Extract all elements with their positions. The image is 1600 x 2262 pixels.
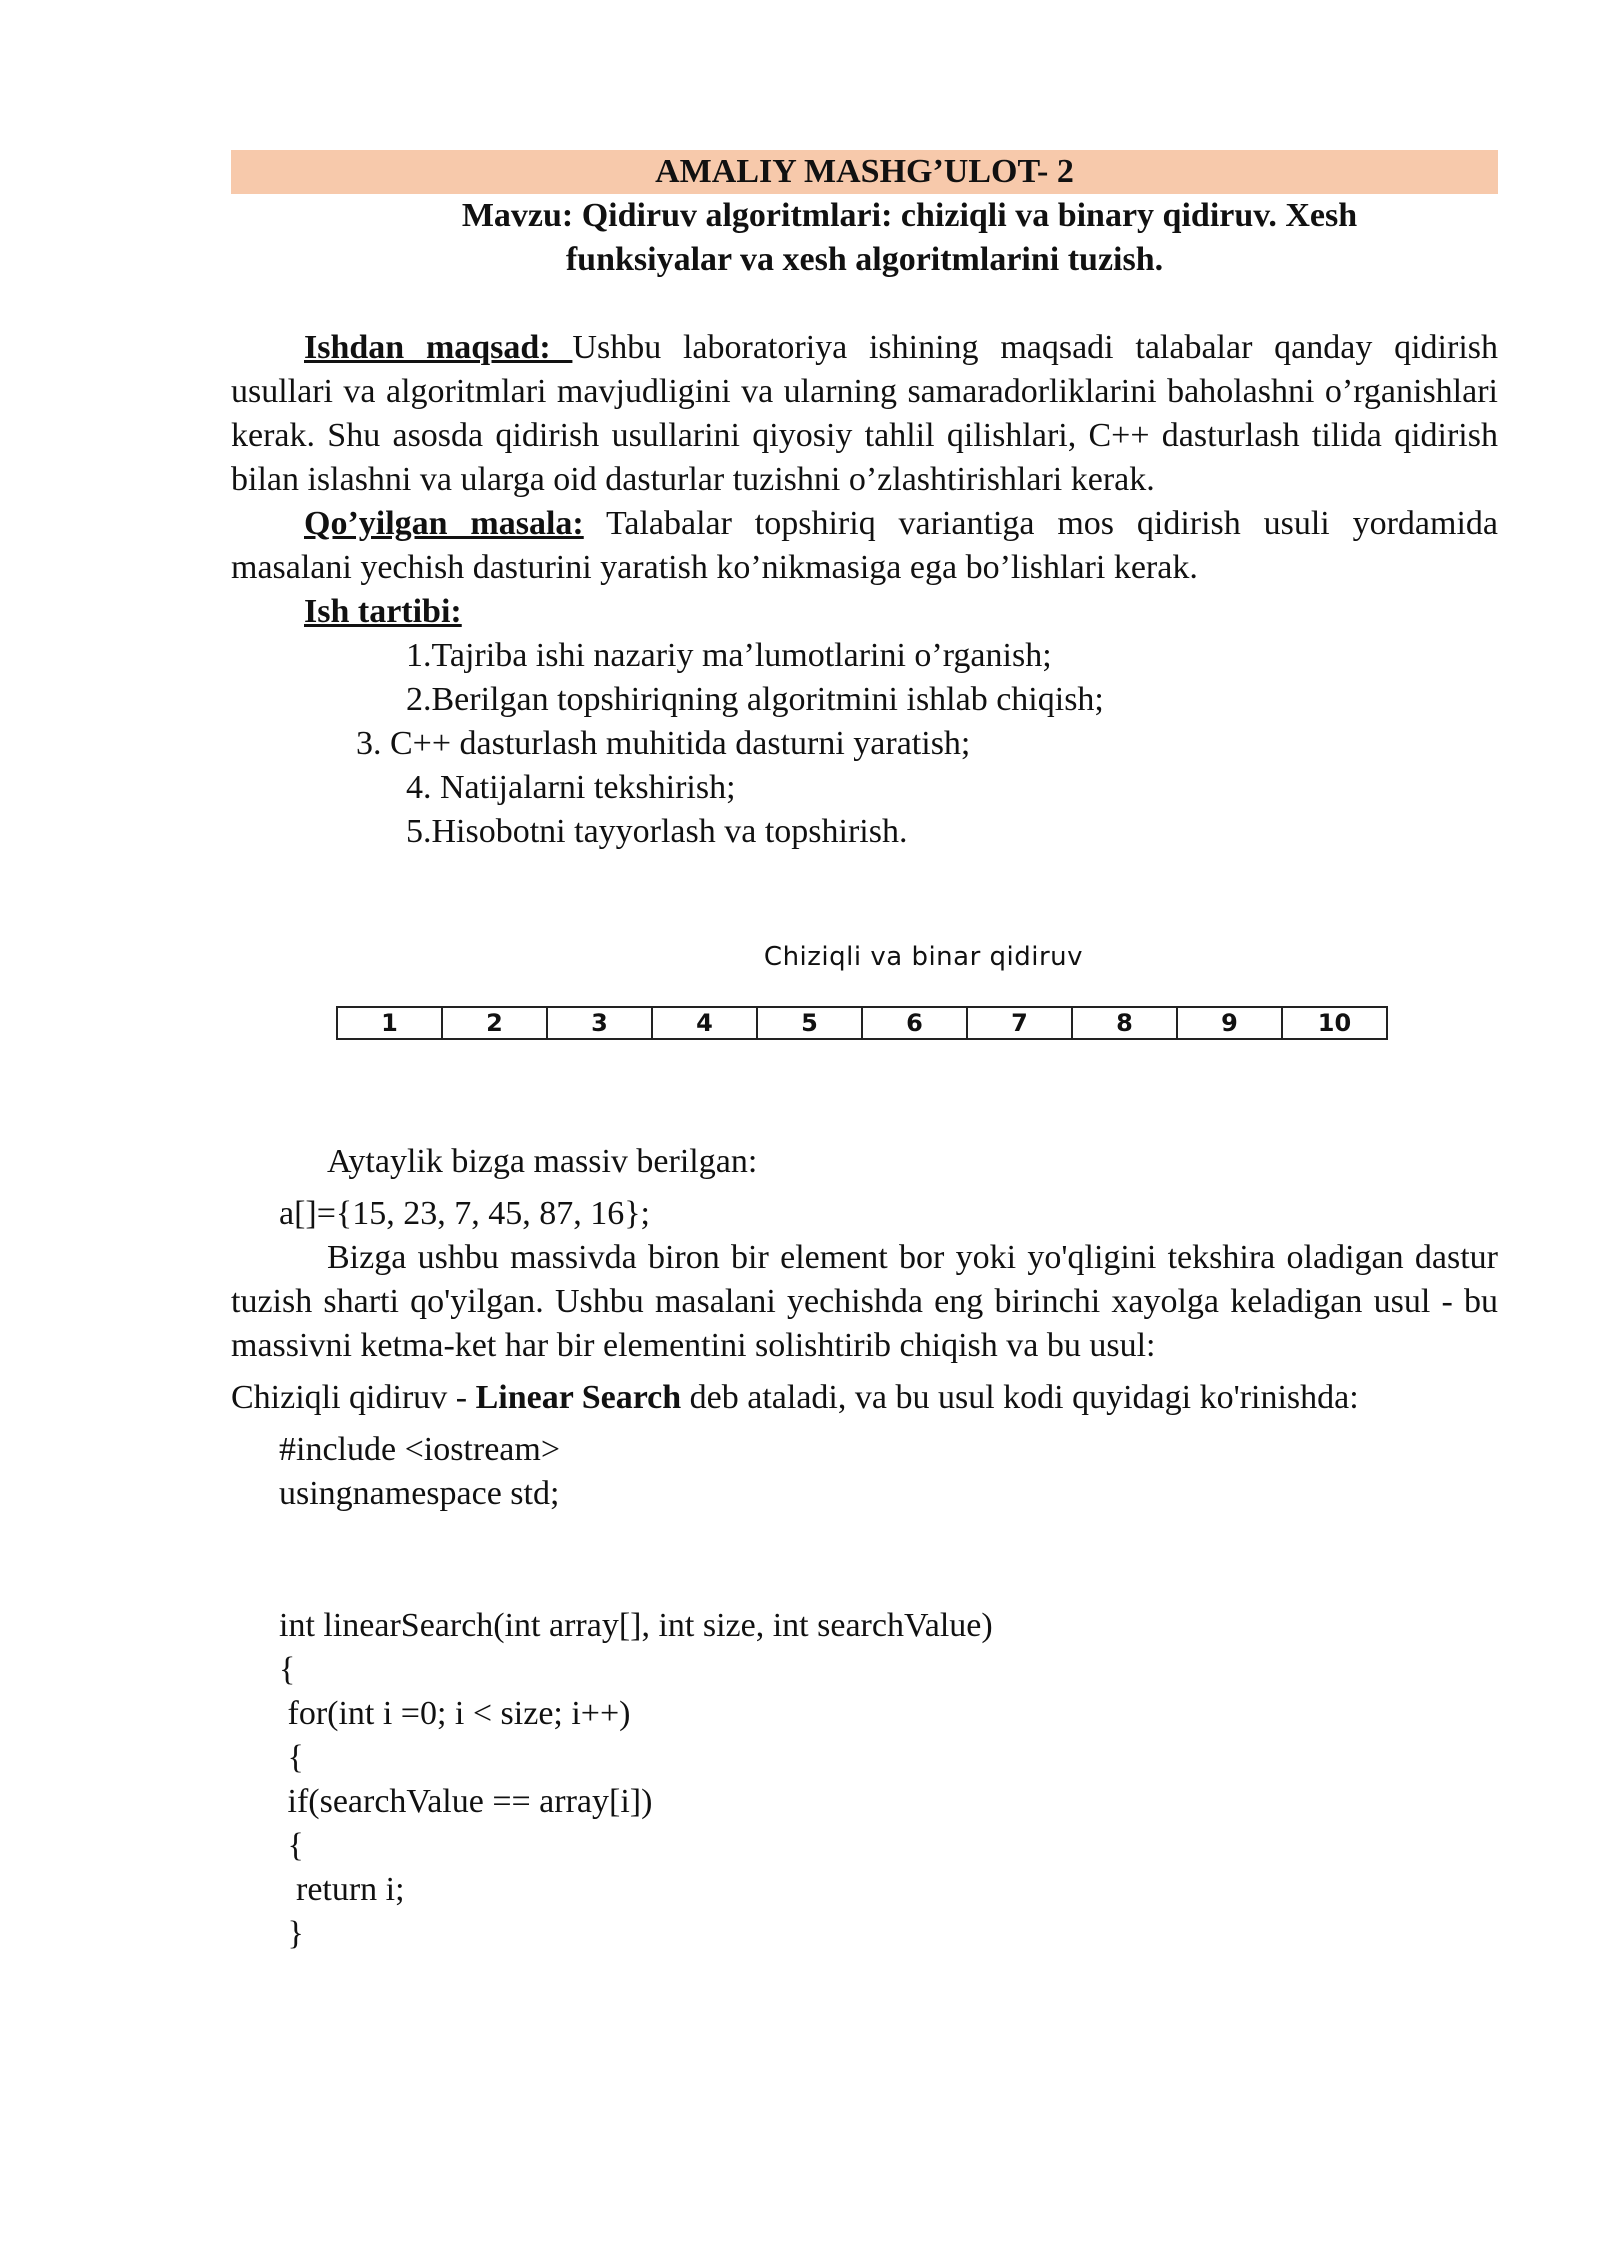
topic-line-2: funksiyalar va xesh algoritmlarini tuzish. <box>565 241 1164 278</box>
code-line: { <box>279 1827 304 1864</box>
array-cell: 7 <box>968 1008 1073 1038</box>
array-cell: 1 <box>338 1008 443 1038</box>
code-line: int linearSearch(int array[], int size, int searchValue) <box>279 1607 993 1644</box>
code-line: } <box>279 1915 304 1952</box>
array-cell: 2 <box>443 1008 548 1038</box>
list-item: 5.Hisobotni tayyorlash va topshirish. <box>406 813 908 850</box>
array-cell: 9 <box>1178 1008 1283 1038</box>
code-line: { <box>279 1651 296 1688</box>
figure-title: Chiziqli va binar qidiruv <box>763 942 1084 972</box>
procedure-heading-row <box>231 590 1498 634</box>
list-item: 1.Tajriba ishi nazariy ma’lumotlarini o’rganish; <box>406 637 1052 674</box>
code-line: for(int i =0; i < size; i++) <box>279 1695 631 1732</box>
p3-after: deb ataladi, va bu usul kodi quyidagi ko'rinishda: <box>681 1379 1359 1416</box>
code-line: usingnamespace std; <box>279 1475 560 1512</box>
goal-text: Ushbu laboratoriya ishining maqsadi talabalar qanday qidirish usullari va algoritmlari mavjudligini va ularning samaradorliklarini baholashni o’rganishlari kerak. Shu asosda qidirish usullarini qiyosiy tahlil qilishlari, C++ dasturlash tilida qidirish bilan islashni va ularga oid dasturlar tuzishni o’zlashtirishlari kerak. <box>231 329 1499 498</box>
code-line: #include <iostream> <box>279 1431 560 1468</box>
code-line: if(searchValue == array[i]) <box>279 1783 653 1820</box>
body-paragraph-3 <box>231 1376 1498 1420</box>
array-cell: 5 <box>758 1008 863 1038</box>
p3-bold: Linear Search <box>475 1379 682 1416</box>
array-figure <box>336 1006 1388 1040</box>
array-cell: 3 <box>548 1008 653 1038</box>
page-content <box>231 150 1498 1956</box>
array-cell: 10 <box>1317 1009 1352 1037</box>
task-text: Talabalar topshiriq variantiga mos qidirish usuli yordamida masalani yechish dasturini yaratish ko’nikmasiga ega bo’lishlari kerak. <box>231 505 1498 586</box>
array-cell: 4 <box>653 1008 758 1038</box>
body-paragraph-1: Aytaylik bizga massiv berilgan: <box>327 1143 758 1180</box>
code-block <box>231 1428 1498 1956</box>
array-cell: 8 <box>1073 1008 1178 1038</box>
goal-label: Ishdan maqsad: <box>304 329 573 366</box>
document-title: AMALIY MASHG’ULOT- 2 <box>231 150 1498 194</box>
list-item: 4. Natijalarni tekshirish; <box>406 769 736 806</box>
code-spacer <box>279 1516 1498 1604</box>
array-cell: 6 <box>863 1008 968 1038</box>
task-paragraph <box>231 502 1498 590</box>
p3-before: Chiziqli qidiruv - <box>231 1379 476 1416</box>
task-label: Qo’yilgan masala: <box>304 505 584 542</box>
list-item: 2.Berilgan topshiriqning algoritmini ishlab chiqish; <box>406 681 1104 718</box>
procedure-list <box>231 634 1498 854</box>
code-line: { <box>279 1739 304 1776</box>
body-paragraph-2: Bizga ushbu massivda biron bir element bor yoki yo'qligini tekshira oladigan dastur tuzish sharti qo'yilgan. Ushbu masalani yechishda eng birinchi xayolga keladigan usul - bu massivni ketma-ket har bir elementini solishtirib chiqish va bu usul: <box>231 1239 1498 1364</box>
list-item: 3. C++ dasturlash muhitida dasturni yaratish; <box>356 725 971 762</box>
topic-line-1: Mavzu: Qidiruv algoritmlari: chiziqli va binary qidiruv. Xesh <box>461 197 1358 234</box>
goal-paragraph <box>231 326 1498 502</box>
array-declaration: a[]={15, 23, 7, 45, 87, 16}; <box>279 1195 650 1232</box>
code-line: return i; <box>279 1871 405 1908</box>
procedure-label: Ish tartibi: <box>304 593 462 630</box>
